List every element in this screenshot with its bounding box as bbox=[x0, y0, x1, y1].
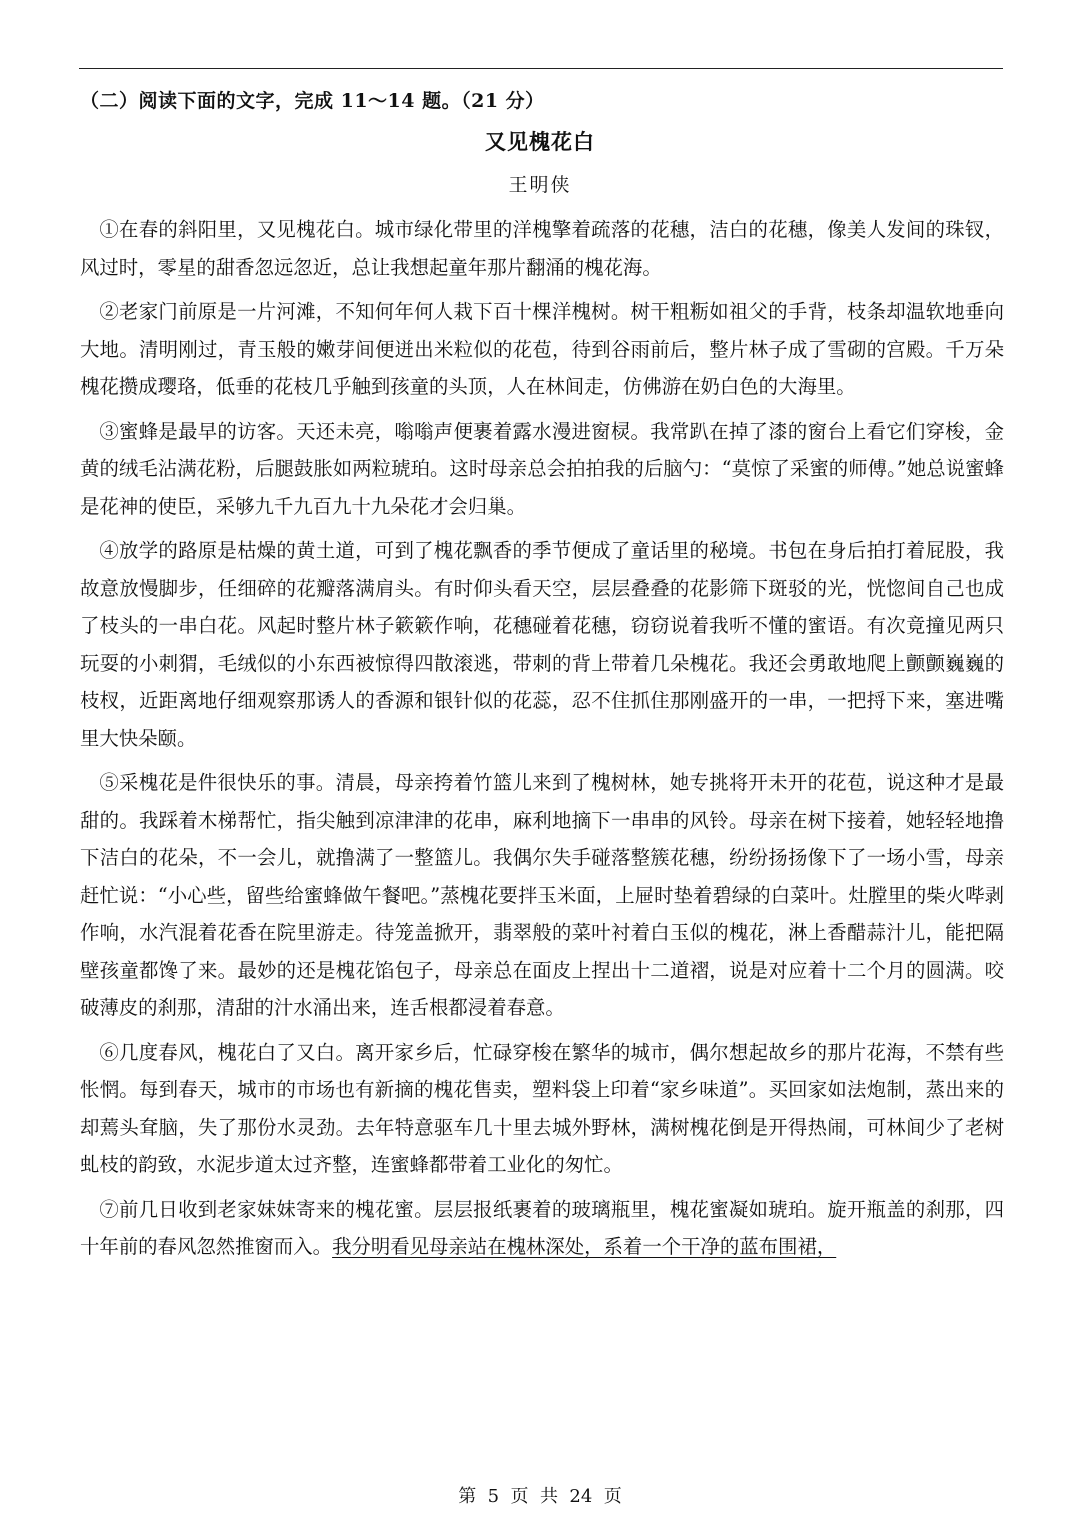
header-rule bbox=[79, 68, 1003, 69]
section-heading: （二）阅读下面的文字，完成 11～14 题。（21 分） bbox=[80, 90, 545, 112]
paragraph-5: ⑤采槐花是件很快乐的事。清晨，母亲挎着竹篮儿来到了槐树林，她专挑将开未开的花苞，说这种才是最甜的。我踩着木梯帮忙，指尖触到凉津津的花串，麻利地摘下一串串的风铃。母亲在树下接着，她轻轻地撸下洁白的花朵，不一会儿，就撸满了一整篮儿。我偶尔失手碰落整簇花穗，纷纷扬扬像下了一场小雪，母亲赶忙说：“小心些，留些给蜜蜂做午餐吧。”蒸槐花要拌玉米面，上屉时垫着碧绿的白菜叶。灶膛里的柴火哔剥作响，水汽混着花香在院里游走。待笼盖掀开，翡翠般的菜叶衬着白玉似的槐花，淋上香醋蒜汁儿，能把隔壁孩童都馋了来。最妙的还是槐花馅包子，母亲总在面皮上捏出十二道褶，说是对应着十二个月的圆满。咬破薄皮的刹那，清甜的汁水涌出来，连舌根都浸着春意。 bbox=[80, 771, 1004, 1019]
paragraph-2: ②老家门前原是一片河滩，不知何年何人栽下百十棵洋槐树。树干粗粝如祖父的手背，枝条却温软地垂向大地。清明刚过，青玉般的嫩芽间便迸出米粒似的花苞，待到谷雨前后，整片林子成了雪砌的宫殿。千万朵槐花攒成璎珞，低垂的花枝几乎触到孩童的头顶，人在林间走，仿佛游在奶白色的大海里。 bbox=[80, 300, 1004, 398]
paragraph-3: ③蜜蜂是最早的访客。天还未亮，嗡嗡声便裹着露水漫进窗棂。我常趴在掉了漆的窗台上看它们穿梭，金黄的绒毛沾满花粉，后腿鼓胀如两粒琥珀。这时母亲总会拍拍我的后脑勺：“莫惊了采蜜的师傅。”她总说蜜蜂是花神的使臣，采够九千九百九十九朵花才会归巢。 bbox=[80, 419, 1004, 518]
article-author: 王明侠 bbox=[508, 174, 572, 196]
paragraph-7 bbox=[80, 1191, 1004, 1266]
article-title: 又见槐花白 bbox=[485, 129, 595, 154]
page-number: 第 5 页 共 24 页 bbox=[458, 1486, 622, 1507]
article-body bbox=[80, 211, 1004, 1273]
paragraph-1: ①在春的斜阳里，又见槐花白。城市绿化带里的洋槐擎着疏落的花穗，洁白的花穗，像美人发间的珠钗，风过时，零星的甜香忽远忽近，总让我想起童年那片翻涌的槐花海。 bbox=[80, 218, 1004, 279]
underlined-sentence: 我分明看见母亲站在槐林深处，系着一个干净的蓝布围裙， bbox=[332, 1235, 837, 1258]
paragraph-7-text: ⑦前几日收到老家妹妹寄来的槐花蜜。层层报纸裹着的玻璃瓶里，槐花蜜凝如琥珀。旋开瓶盖的刹那，四十年前的春风忽然推窗而入。 bbox=[80, 1197, 1004, 1258]
paragraph-6: ⑥几度春风，槐花白了又白。离开家乡后，忙碌穿梭在繁华的城市，偶尔想起故乡的那片花海，不禁有些怅惘。每到春天，城市的市场也有新摘的槐花售卖，塑料袋上印着“家乡味道”。买回家如法炮制，蒸出来的却蔫头耷脑，失了那份水灵劲。去年特意驱车几十里去城外野林，满树槐花倒是开得热闹，可林间少了老树虬枝的韵致，水泥步道太过齐整，连蜜蜂都带着工业化的匆忙。 bbox=[80, 1040, 1004, 1176]
paragraph-4: ④放学的路原是枯燥的黄土道，可到了槐花飘香的季节便成了童话里的秘境。书包在身后拍打着屁股，我故意放慢脚步，任细碎的花瓣落满肩头。有时仰头看天空，层层叠叠的花影筛下斑驳的光，恍惚间自己也成了枝头的一串白花。风起时整片林子簌簌作响，花穗碰着花穗，窃窃说着我听不懂的蜜语。有次竟撞见两只玩耍的小刺猬，毛绒似的小东西被惊得四散滚逃，带刺的背上带着几朵槐花。我还会勇敢地爬上颤颤巍巍的枝杈，近距离地仔细观察那诱人的香源和银针似的花蕊，忍不住抓住那刚盛开的一串，一把捋下来，塞进嘴里大快朵颐。 bbox=[80, 539, 1004, 750]
